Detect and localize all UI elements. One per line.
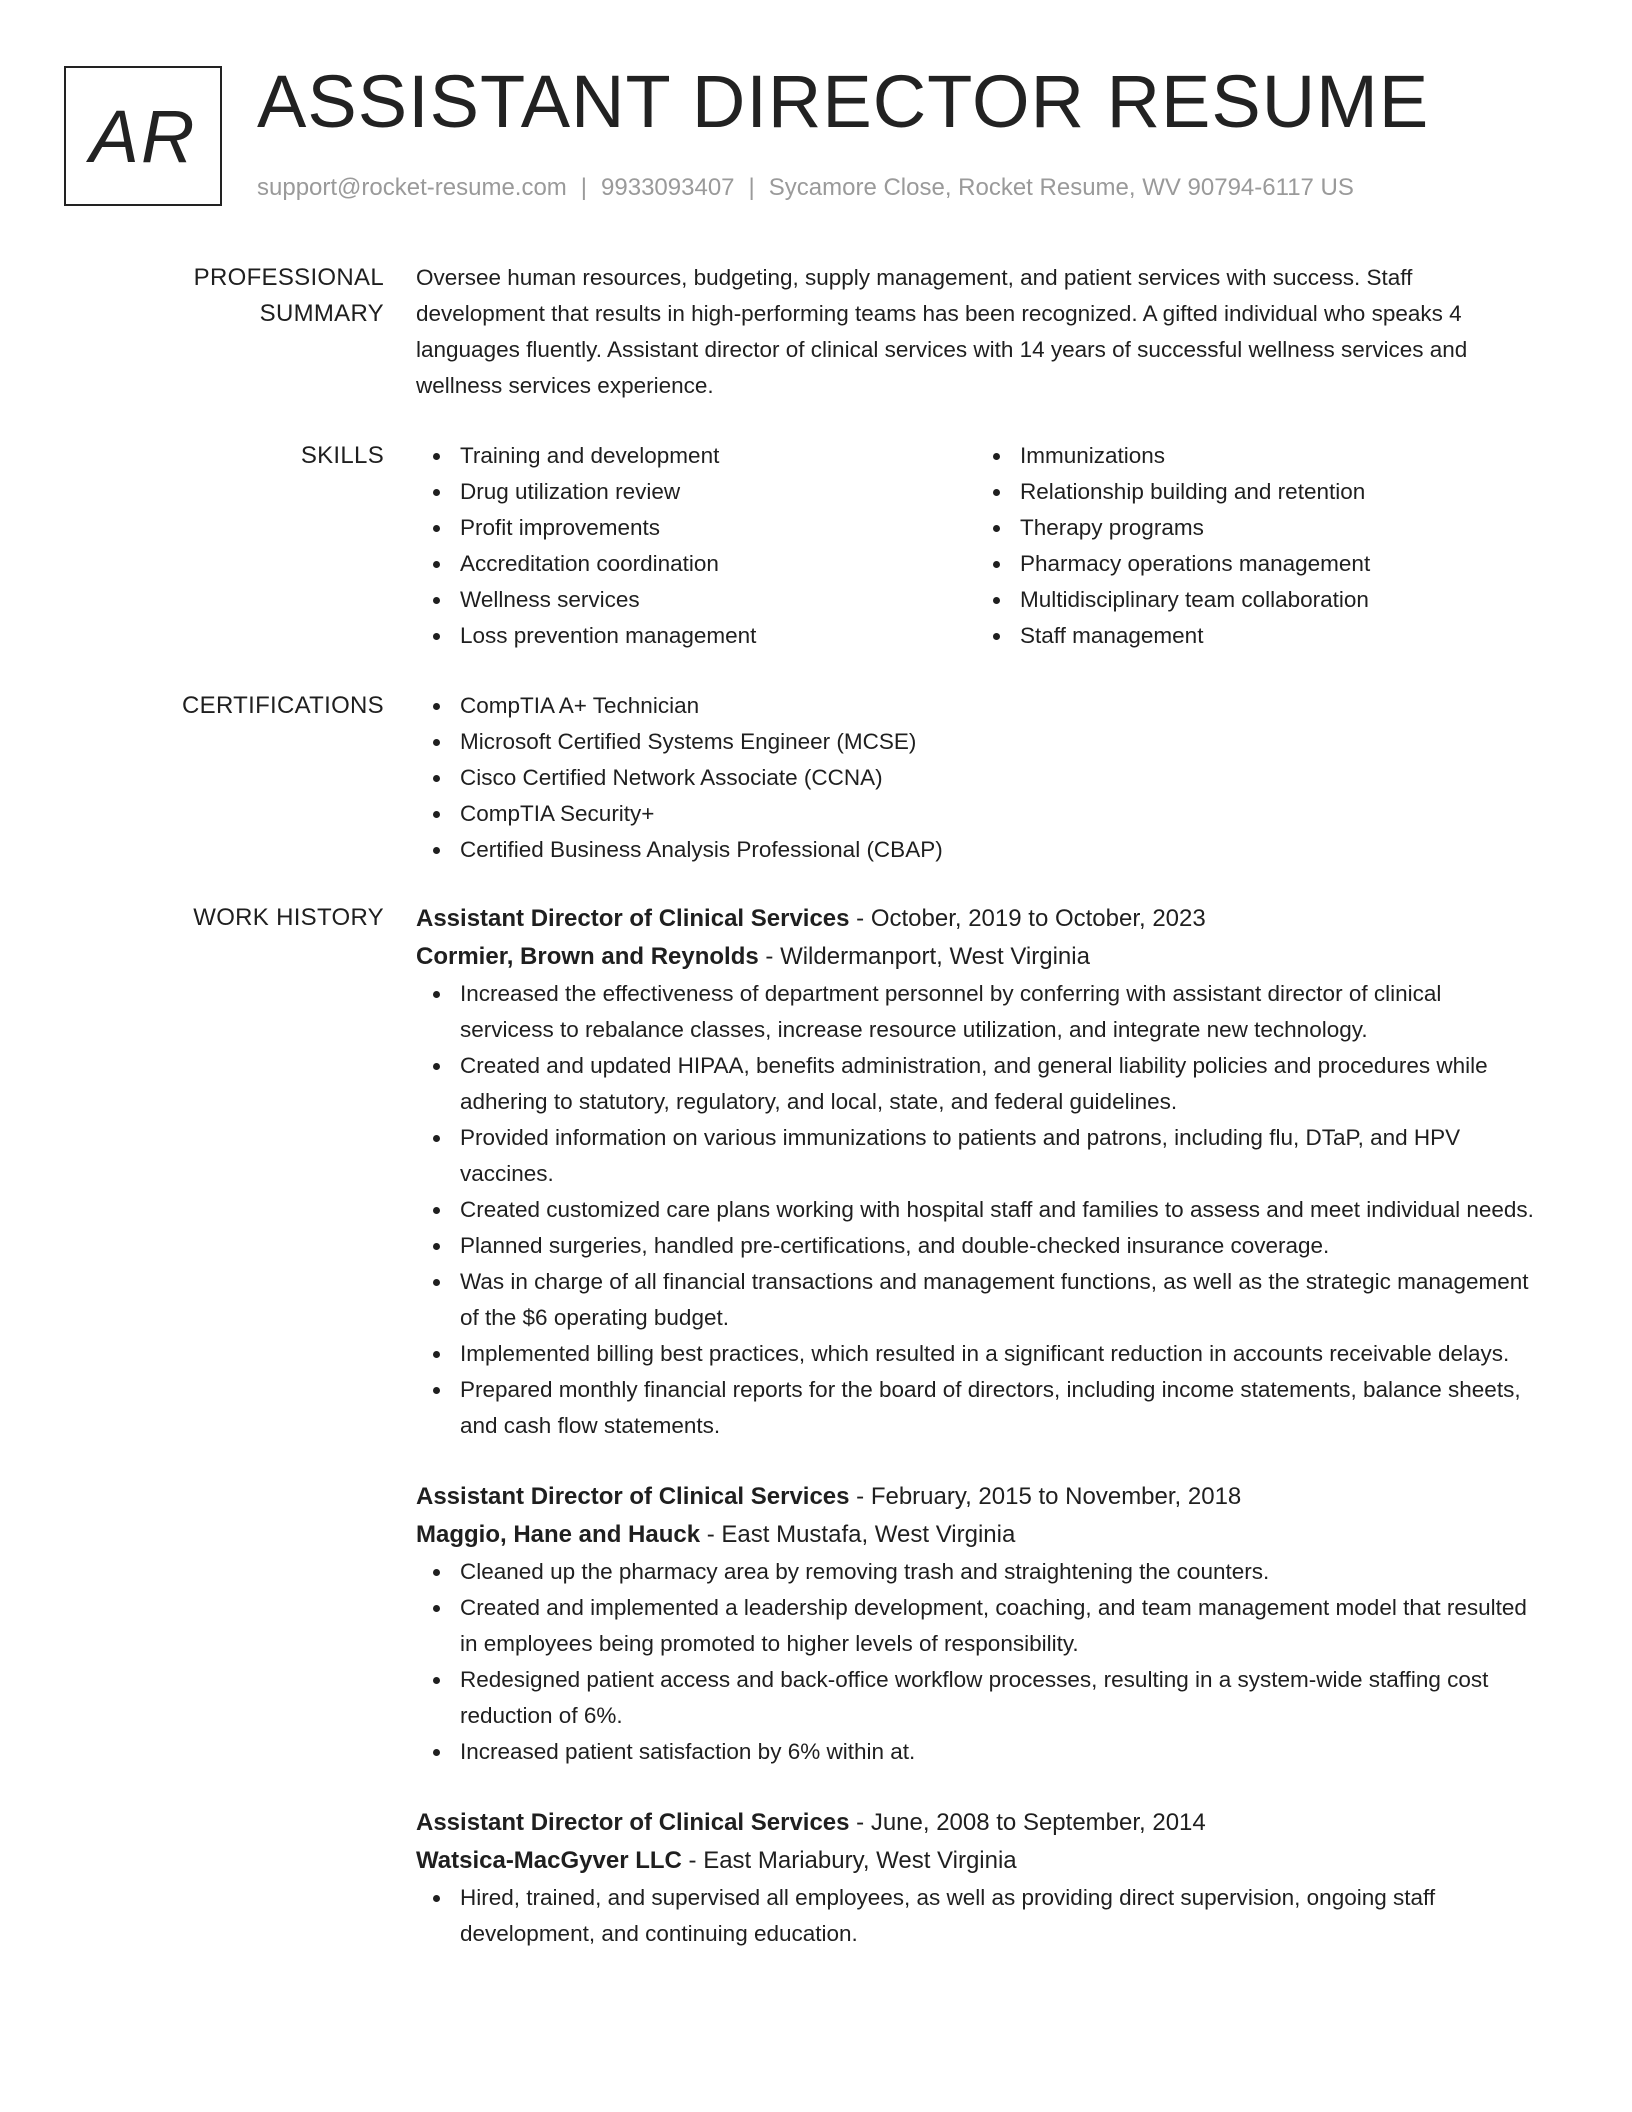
certification-item: CompTIA A+ Technician xyxy=(460,688,1536,724)
skill-item: Drug utilization review xyxy=(460,474,976,510)
contact-email: support@rocket-resume.com xyxy=(257,174,567,201)
certifications-label: CERTIFICATIONS xyxy=(182,692,384,719)
skills-list-right xyxy=(976,438,1536,654)
job-dates: - February, 2015 to November, 2018 xyxy=(849,1483,1242,1510)
contact-phone: 9933093407 xyxy=(601,174,735,201)
job-entry xyxy=(416,1478,1536,1770)
job-company-line xyxy=(416,1516,1536,1554)
certification-item: Cisco Certified Network Associate (CCNA) xyxy=(460,760,1536,796)
contact-separator: | xyxy=(748,174,755,201)
job-bullet: Cleaned up the pharmacy area by removing trash and straightening the counters. xyxy=(460,1554,1536,1590)
job-title-line xyxy=(416,900,1536,938)
job-dates: - October, 2019 to October, 2023 xyxy=(849,905,1206,932)
skill-item: Accreditation coordination xyxy=(460,546,976,582)
work-history-label: WORK HISTORY xyxy=(193,904,384,931)
skills-label: SKILLS xyxy=(300,442,384,469)
skill-item: Therapy programs xyxy=(1020,510,1536,546)
skill-item: Wellness services xyxy=(460,582,976,618)
job-bullet: Provided information on various immunizations to patients and patrons, including flu, DTaP, and HPV vaccines. xyxy=(460,1120,1536,1192)
job-title: Assistant Director of Clinical Services xyxy=(416,1809,850,1836)
contact-separator: | xyxy=(580,174,588,201)
job-title-line xyxy=(416,1478,1536,1516)
summary-section xyxy=(64,260,1564,404)
skill-item: Pharmacy operations management xyxy=(1020,546,1536,582)
resume-header xyxy=(64,60,1584,214)
job-bullet: Increased patient satisfaction by 6% within at. xyxy=(460,1734,1536,1770)
skill-item: Profit improvements xyxy=(460,510,976,546)
skill-item: Loss prevention management xyxy=(460,618,976,654)
job-company-line xyxy=(416,938,1536,976)
job-bullets xyxy=(416,976,1536,1444)
job-location: - Wildermanport, West Virginia xyxy=(758,943,1090,970)
job-title: Assistant Director of Clinical Services xyxy=(416,905,850,932)
job-company: Maggio, Hane and Hauck xyxy=(416,1521,701,1548)
job-company: Cormier, Brown and Reynolds xyxy=(416,943,759,970)
job-bullets xyxy=(416,1880,1536,1952)
monogram-logo: AR xyxy=(64,66,222,206)
certification-item: Certified Business Analysis Professional (CBAP) xyxy=(460,832,1536,868)
job-entry xyxy=(416,1804,1536,1952)
job-bullet: Created and updated HIPAA, benefits administration, and general liability policies and procedures while adhering to statutory, regulatory, and local, state, and federal guidelines. xyxy=(460,1048,1536,1120)
skill-item: Training and development xyxy=(460,438,976,474)
job-bullet: Implemented billing best practices, which resulted in a significant reduction in accounts receivable delays. xyxy=(460,1336,1536,1372)
skill-item: Immunizations xyxy=(1020,438,1536,474)
job-title: Assistant Director of Clinical Services xyxy=(416,1483,850,1510)
job-location: - East Mariabury, West Virginia xyxy=(681,1847,1017,1874)
job-bullet: Redesigned patient access and back-office workflow processes, resulting in a system-wide staffing cost reduction of 6%. xyxy=(460,1662,1536,1734)
contact-line xyxy=(257,174,1354,202)
skills-section xyxy=(64,438,1564,654)
job-company-line xyxy=(416,1842,1536,1880)
certification-item: CompTIA Security+ xyxy=(460,796,1536,832)
summary-label: PROFESSIONAL SUMMARY xyxy=(193,264,384,327)
summary-text: Oversee human resources, budgeting, supply management, and patient services with success. Staff development that results in high-performing teams has been recognized. A gifted individual who speaks 4 languages fluently. Assistant director of clinical services with 14 years of successful wellness services and wellness services experience. xyxy=(416,265,1468,398)
job-bullet: Increased the effectiveness of department personnel by conferring with assistant director of clinical servicess to rebalance classes, increase resource utilization, and integrate new technology. xyxy=(460,976,1536,1048)
job-dates: - June, 2008 to September, 2014 xyxy=(849,1809,1206,1836)
job-company: Watsica-MacGyver LLC xyxy=(416,1847,682,1874)
contact-address: Sycamore Close, Rocket Resume, WV 90794-6117 US xyxy=(768,174,1354,201)
skill-item: Staff management xyxy=(1020,618,1536,654)
job-bullet: Hired, trained, and supervised all employees, as well as providing direct supervision, ongoing staff development, and continuing education. xyxy=(460,1880,1536,1952)
certification-item: Microsoft Certified Systems Engineer (MCSE) xyxy=(460,724,1536,760)
job-bullet: Created customized care plans working with hospital staff and families to assess and meet individual needs. xyxy=(460,1192,1536,1228)
work-history-section xyxy=(64,900,1564,1952)
job-bullet: Planned surgeries, handled pre-certifications, and double-checked insurance coverage. xyxy=(460,1228,1536,1264)
job-bullet: Created and implemented a leadership development, coaching, and team management model that resulted in employees being promoted to higher levels of responsibility. xyxy=(460,1590,1536,1662)
job-title-line xyxy=(416,1804,1536,1842)
resume-title: ASSISTANT DIRECTOR RESUME xyxy=(257,60,1430,143)
certifications-list xyxy=(416,688,1536,868)
certifications-section xyxy=(64,688,1564,868)
job-entry xyxy=(416,900,1536,1444)
skill-item: Relationship building and retention xyxy=(1020,474,1536,510)
job-bullet: Prepared monthly financial reports for the board of directors, including income statements, balance sheets, and cash flow statements. xyxy=(460,1372,1536,1444)
job-location: - East Mustafa, West Virginia xyxy=(700,1521,1016,1548)
skills-list-left xyxy=(416,438,976,654)
resume-content xyxy=(64,260,1564,1952)
job-bullet: Was in charge of all financial transactions and management functions, as well as the strategic management of the $6 operating budget. xyxy=(460,1264,1536,1336)
skill-item: Multidisciplinary team collaboration xyxy=(1020,582,1536,618)
job-bullets xyxy=(416,1554,1536,1770)
